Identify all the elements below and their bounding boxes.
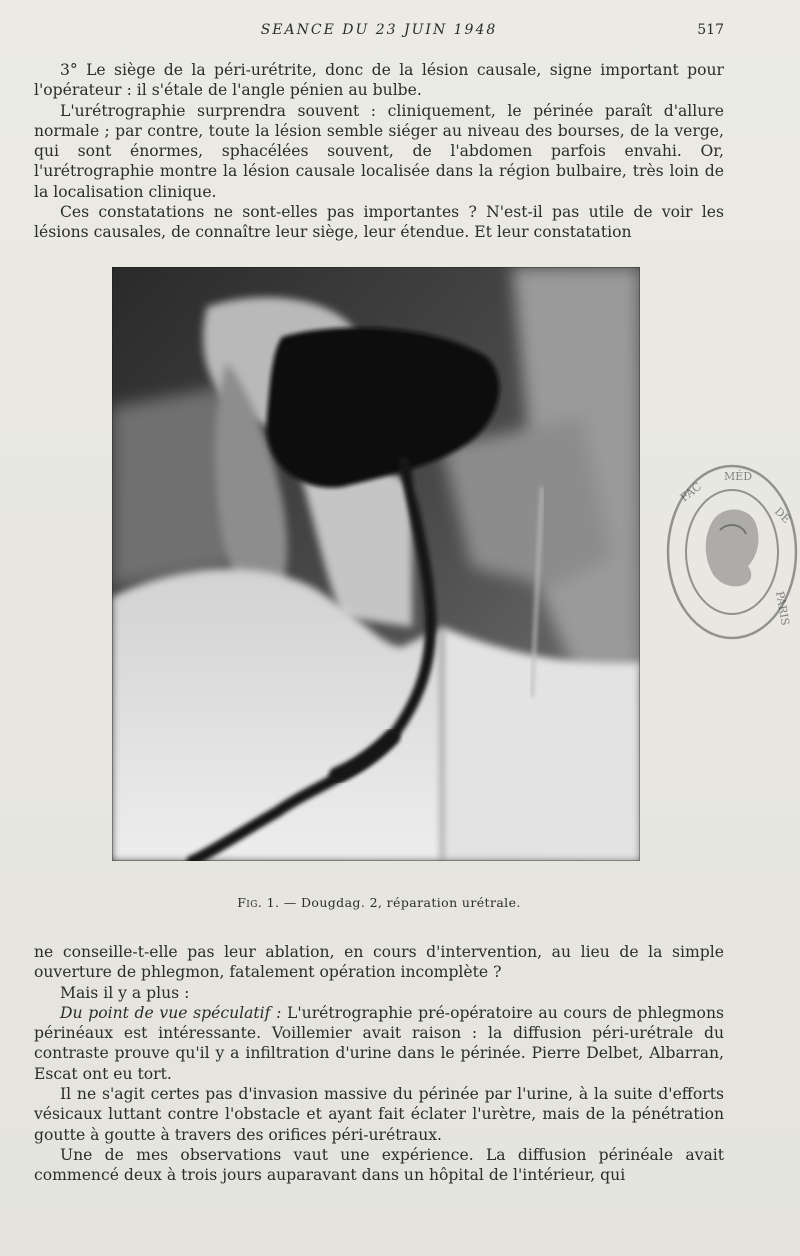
svg-text:MÉD: MÉD	[724, 470, 753, 483]
body-text-top	[34, 60, 724, 243]
svg-text:FAC: FAC	[677, 479, 705, 505]
library-stamp-seal	[664, 462, 800, 642]
page-number: 517	[697, 22, 724, 38]
running-head	[34, 22, 724, 44]
paragraph: Il ne s'agit certes pas d'invasion massive du périnée par l'urine, à la suite d'efforts vésicaux luttant contre l'obstacle et ayant fait éclater l'urètre, mais de la pénétration goutte à goutte à travers des orifices péri-urétraux.	[34, 1085, 724, 1144]
paragraph	[34, 1003, 724, 1084]
svg-text:DE: DE	[771, 504, 793, 527]
body-text-bottom	[34, 942, 724, 1186]
paragraph: ne conseille-t-elle pas leur ablation, en cours d'intervention, au lieu de la simple ouverture de phlegmon, fatalement opération incomplète ?	[34, 943, 724, 982]
svg-text:PARIS: PARIS	[773, 590, 792, 627]
paragraph-text: L'urétrographie pré-opératoire au cours de phlegmons périnéaux est intéressante. Voillemier avait raison : la diffusion péri-urétrale du contraste prouve qu'il y a infiltration d'urine dans le périnée. Pierre Delbet, Albarran, Escat ont eu tort.	[34, 1003, 724, 1083]
paragraph: Ces constatations ne sont-elles pas importantes ? N'est-il pas utile de voir les lésions causales, de connaître leur siège, leur étendue. Et leur constatation	[34, 203, 724, 242]
paragraph: L'urétrographie surprendra souvent : cliniquement, le périnée paraît d'allure normale ; par contre, toute la lésion semble siéger au niveau des bourses, de la verge, qui sont énormes, sphacélées souvent, de l'abdomen parfois envahi. Or, l'urétrographie montre la lésion causale localisée dans la région bulbaire, très loin de la localisation clinique.	[34, 101, 724, 201]
paragraph: Mais il y a plus :	[60, 983, 190, 1002]
radiograph-image	[112, 267, 640, 861]
paragraph: 3° Le siège de la péri-urétrite, donc de la lésion causale, signe important pour l'opérateur : il s'étale de l'angle pénien au bulbe.	[34, 61, 724, 100]
figure-label: Fig. 1.	[237, 895, 280, 910]
library-stamp	[664, 462, 800, 642]
paragraph: Une de mes observations vaut une expérience. La diffusion périnéale avait commencé deux à trois jours auparavant dans un hôpital de l'intérieur, qui	[34, 1145, 724, 1185]
figure-caption	[34, 895, 724, 910]
figure-caption-text: — Dougdag. 2, réparation urétrale.	[279, 895, 521, 910]
emphasis-text: Du point de vue spéculatif :	[60, 1003, 282, 1022]
urethrography-radiograph	[112, 267, 640, 861]
running-title: SEANCE DU 23 JUIN 1948	[260, 22, 498, 38]
